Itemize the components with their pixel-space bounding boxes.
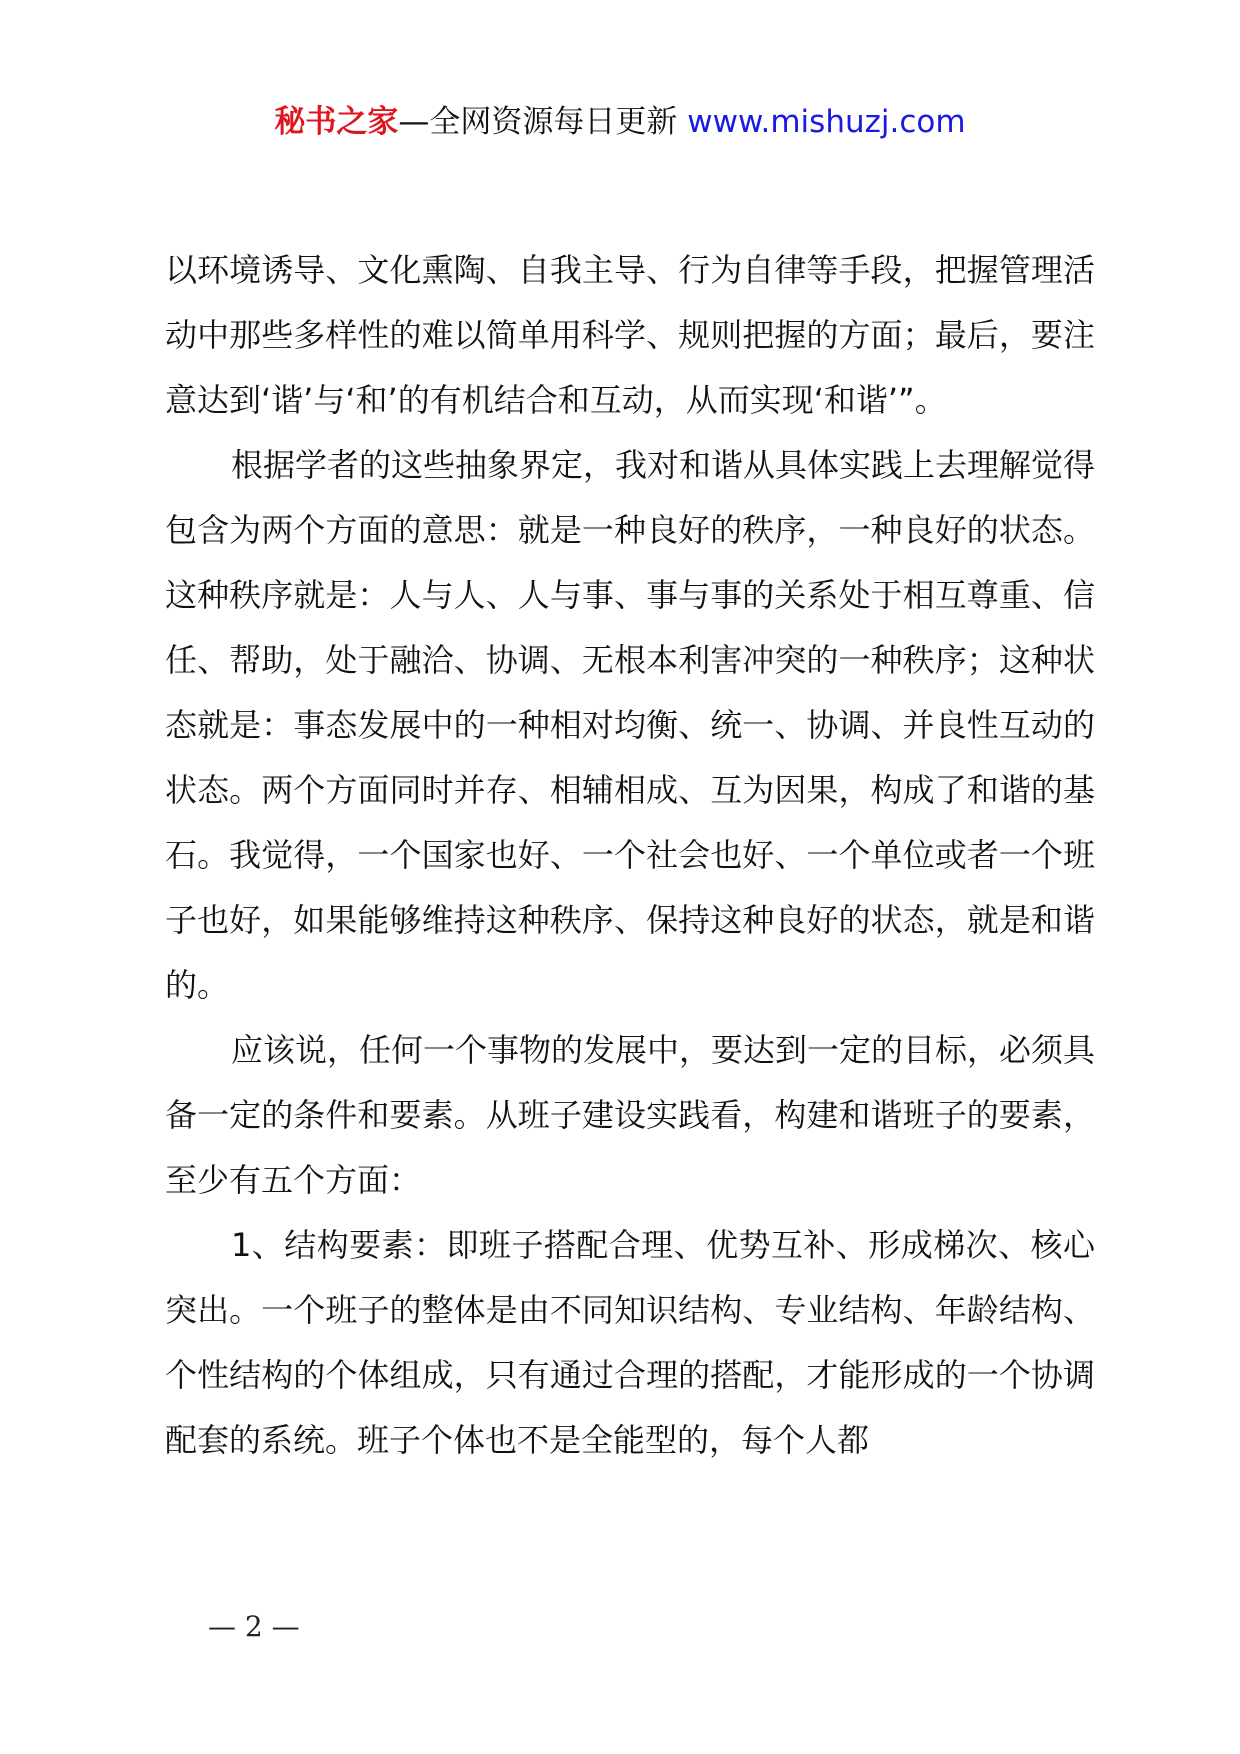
paragraph-2: 根据学者的这些抽象界定，我对和谐从具体实践上去理解觉得包含为两个方面的意思：就是一种良好的秩序，一种良好的状态。这种秩序就是：人与人、人与事、事与事的关系处于相互尊重、信任、帮助，处于融洽、协调、无根本利害冲突的一种秩序；这种状态就是：事态发展中的一种相对均衡、统一、协调、并良性互动的状态。两个方面同时并存、相辅相成、互为因果，构成了和谐的基石。我觉得，一个国家也好、一个社会也好、一个单位或者一个班子也好，如果能够维持这种秩序、保持这种良好的状态，就是和谐的。	[165, 446, 1096, 1004]
paragraph-4: 1、结构要素：即班子搭配合理、优势互补、形成梯次、核心突出。一个班子的整体是由不同知识结构、专业结构、年龄结构、个性结构的个体组成，只有通过合理的搭配，才能形成的一个协调配套的系统。班子个体也不是全能型的，每个人都	[165, 1226, 1095, 1459]
document-body	[165, 238, 1095, 1473]
site-brand: 秘书之家	[274, 104, 399, 140]
paragraph-1: 以环境诱导、文化熏陶、自我主导、行为自律等手段，把握管理活动中那些多样性的难以简单用科学、规则把握的方面；最后，要注意达到‘谐’与‘和’的有机结合和互动，从而实现‘和谐’”。	[165, 251, 1095, 419]
page-header	[0, 100, 1240, 144]
paragraph-3: 应该说，任何一个事物的发展中，要达到一定的目标，必须具备一定的条件和要素。从班子建设实践看，构建和谐班子的要素，至少有五个方面：	[165, 1031, 1096, 1199]
site-tagline: —全网资源每日更新	[398, 104, 678, 140]
page-number: — 2 —	[208, 1610, 300, 1643]
site-url-link[interactable]: www.mishuzj.com	[687, 104, 966, 140]
